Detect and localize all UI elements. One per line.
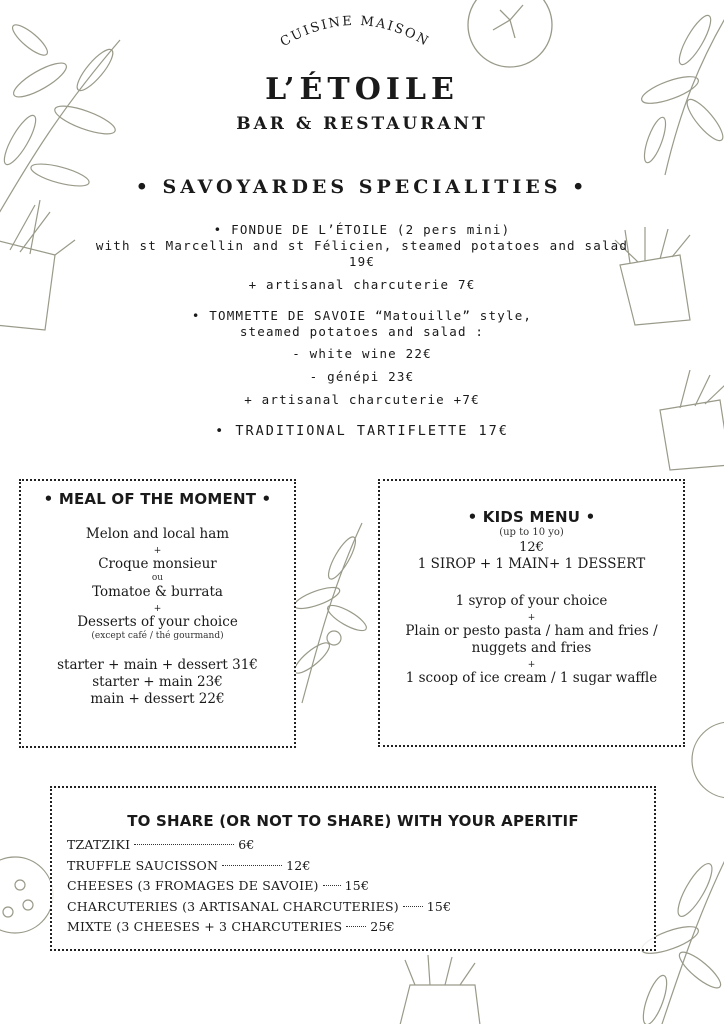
kids-item-main-a: Plain or pesto pasta / ham and fries / [405,623,658,639]
share-row [67,917,654,938]
spec-tommette-genepi: - génépi 23€ [309,369,415,384]
share-row [67,835,654,856]
share-item-price: 25€ [370,919,395,934]
share-item-name: TZATZIKI [67,837,131,852]
kids-plus: + [527,660,536,670]
kids-menu-box [378,479,685,747]
header-arc-text [250,2,460,72]
spec-fondue-desc: with st Marcellin and st Félicien, steamed potatoes and salad [95,238,629,253]
share-item-price: 15€ [344,878,370,893]
share-row [67,856,654,877]
meal-note: (except café / thé gourmand) [91,631,224,641]
kids-menu-title: • KIDS MENU • [467,508,596,526]
spec-tommette-extra: + artisanal charcuterie +7€ [244,392,480,407]
meal-of-moment-title: • MEAL OF THE MOMENT • [43,490,272,508]
share-row [67,897,654,918]
restaurant-subtitle: BAR & RESTAURANT [236,114,488,134]
meal-item-burrata: Tomatoe & burrata [92,584,223,600]
olive-branch-icon [292,518,372,708]
arc-text: CUISINE MAISON [277,13,433,51]
kids-item-main-b: nuggets and fries [471,640,592,656]
tomato-icon [690,715,724,805]
kids-plus: + [527,613,536,623]
meal-item-croque: Croque monsieur [98,556,217,572]
meal-or: ou [151,573,164,583]
meal-plus: + [153,546,162,556]
share-row [67,876,654,897]
meal-price-full: starter + main + dessert 31€ [57,657,258,673]
meal-price-starter-main: starter + main 23€ [92,674,223,690]
meal-item-desserts: Desserts of your choice [77,614,238,630]
share-item-price: 15€ [426,898,452,914]
kids-menu-formula: 1 SIROP + 1 MAIN+ 1 DESSERT [417,556,646,572]
spec-fondue-extra: + artisanal charcuterie 7€ [248,277,476,292]
restaurant-name: L’ÉTOILE [265,72,459,107]
share-item-price: 6€ [238,837,255,852]
share-title: TO SHARE (OR NOT TO SHARE) WITH YOUR APERITIF [127,812,579,830]
kids-menu-age: (up to 10 yo) [499,527,564,538]
share-item-name: CHARCUTERIES (3 ARTISANAL CHARCUTERIES) [67,898,399,914]
share-box [50,786,656,951]
spec-fondue-title: • FONDUE DE L’ÉTOILE (2 pers mini) [213,222,511,237]
spec-tommette-desc: steamed potatoes and salad : [239,324,485,339]
spec-tommette-wine: - white wine 22€ [292,346,432,361]
meal-of-moment-box [19,479,296,748]
fries-icon [380,955,500,1024]
kids-item-syrop: 1 syrop of your choice [455,593,608,609]
spec-tartiflette: • TRADITIONAL TARTIFLETTE 17€ [215,423,509,439]
meal-plus: + [153,604,162,614]
share-item-price: 12€ [286,857,311,873]
share-item-name: CHEESES (3 FROMAGES DE SAVOIE) [67,878,319,893]
meal-item-melon: Melon and local ham [85,526,230,542]
kids-menu-price: 12€ [519,540,544,555]
svg-text:CUISINE MAISON [278,14,432,50]
spec-fondue-price: 19€ [348,254,376,269]
share-item-name: TRUFFLE SAUCISSON [67,857,219,873]
specialities-title: • SAVOYARDES SPECIALITIES • [135,176,589,198]
kids-item-dessert: 1 scoop of ice cream / 1 sugar waffle [405,670,658,686]
tomato-icon [455,0,565,80]
share-item-name: MIXTE (3 CHEESES + 3 CHARCUTERIES [67,919,343,934]
spec-tommette-title: • TOMMETTE DE SAVOIE “Matouille” style, [191,308,533,323]
meal-price-main-dessert: main + dessert 22€ [90,691,225,707]
